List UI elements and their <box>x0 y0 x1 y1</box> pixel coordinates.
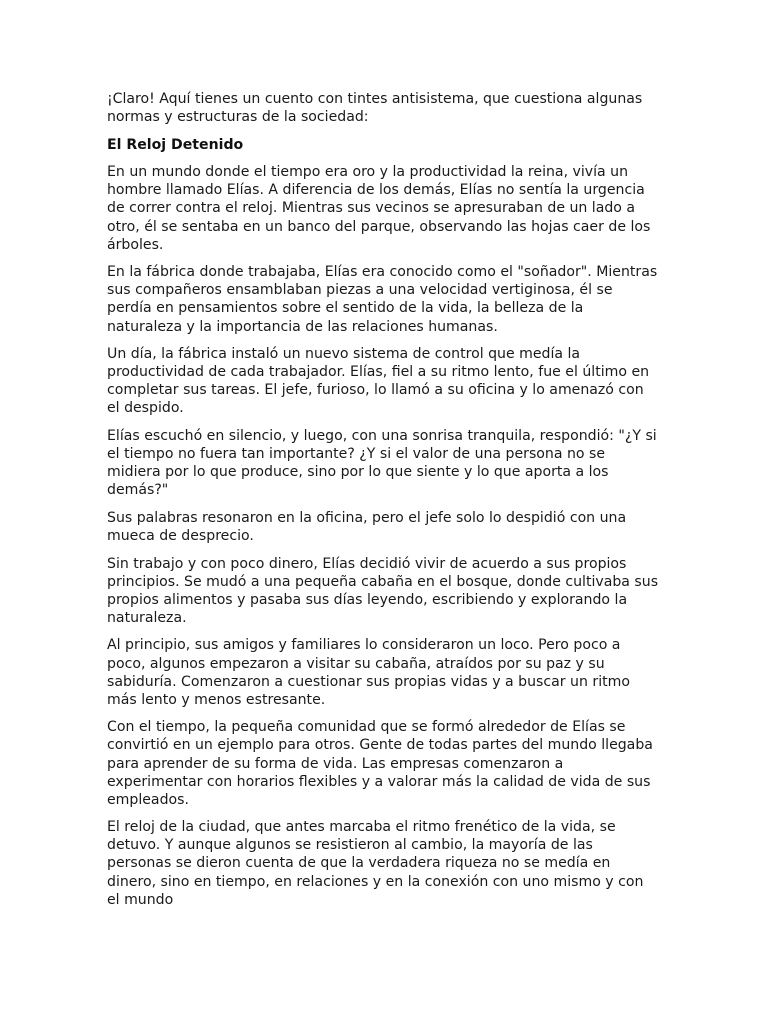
story-paragraph-1: En un mundo donde el tiempo era oro y la productividad la reina, vivía un hombre llamado Elías. A diferencia de los demás, Elías no sentía la urgencia de correr contra el reloj. Mientras sus vecinos se apresuraban de un lado a otro, él se sentaba en un banco del parque, observando las hojas caer de los árboles. <box>107 164 651 253</box>
story-paragraph-2: En la fábrica donde trabajaba, Elías era conocido como el "soñador". Mientras sus compañeros ensamblaban piezas a una velocidad vertiginosa, él se perdía en pensamientos sobre el sentido de la vida, la belleza de la naturaleza y la importancia de las relaciones humanas. <box>107 264 658 335</box>
story-title: El Reloj Detenido <box>107 136 244 153</box>
document-page <box>107 90 659 918</box>
intro-paragraph: ¡Claro! Aquí tienes un cuento con tintes antisistema, que cuestiona algunas normas y estructuras de la sociedad: <box>107 91 643 126</box>
story-paragraph-5: Sus palabras resonaron en la oficina, pero el jefe solo lo despidió con una mueca de desprecio. <box>107 509 627 544</box>
story-paragraph-8: Con el tiempo, la pequeña comunidad que se formó alrededor de Elías se convirtió en un ejemplo para otros. Gente de todas partes del mundo llegaba para aprender de su forma de vida. Las empresas comenzaron a experimentar con horarios flexibles y a valorar más la calidad de vida de sus empleados. <box>107 719 653 808</box>
story-paragraph-4: Elías escuchó en silencio, y luego, con una sonrisa tranquila, respondió: "¿Y si el tiempo no fuera tan importante? ¿Y si el valor de una persona no se midiera por lo que produce, sino por lo que siente y lo que aporta a los demás?" <box>107 428 657 499</box>
story-paragraph-7: Al principio, sus amigos y familiares lo consideraron un loco. Pero poco a poco, algunos empezaron a visitar su cabaña, atraídos por su paz y su sabiduría. Comenzaron a cuestionar sus propias vidas y a buscar un ritmo más lento y menos estresante. <box>107 637 630 708</box>
story-paragraph-6: Sin trabajo y con poco dinero, Elías decidió vivir de acuerdo a sus propios principios. Se mudó a una pequeña cabaña en el bosque, donde cultivaba sus propios alimentos y pasaba sus días leyendo, escribiendo y explorando la naturaleza. <box>107 555 659 626</box>
story-paragraph-9: El reloj de la ciudad, que antes marcaba el ritmo frenético de la vida, se detuvo. Y aunque algunos se resistieron al cambio, la mayoría de las personas se dieron cuenta de que la verdadera riqueza no se medía en dinero, sino en tiempo, en relaciones y en la conexión con uno mismo y con el mundo <box>107 819 644 908</box>
story-paragraph-3: Un día, la fábrica instaló un nuevo sistema de control que medía la productividad de cada trabajador. Elías, fiel a su ritmo lento, fue el último en completar sus tareas. El jefe, furioso, lo llamó a su oficina y lo amenazó con el despido. <box>107 346 650 417</box>
